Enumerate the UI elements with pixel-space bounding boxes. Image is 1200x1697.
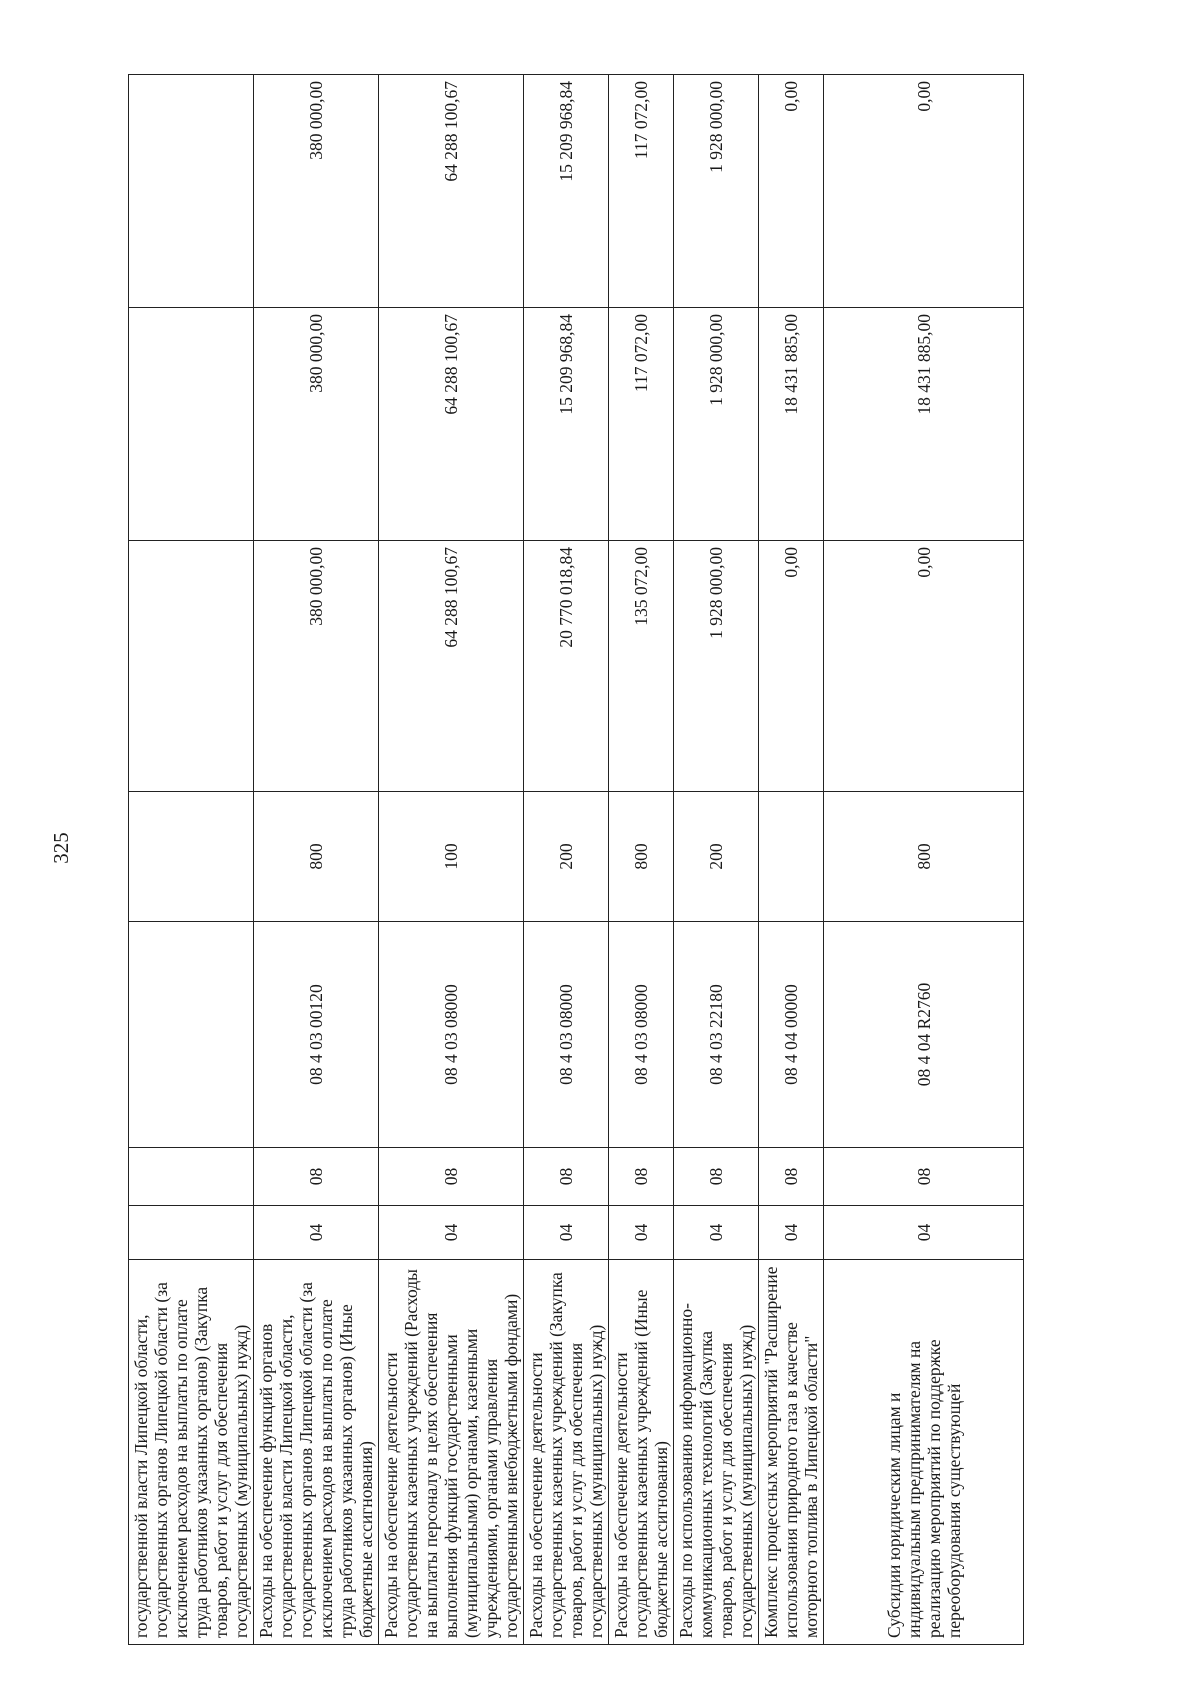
amount-year-2 [129, 308, 254, 541]
budget-table [128, 74, 1024, 1645]
target-article-code [129, 922, 254, 1148]
target-article-code: 08 4 03 22180 [674, 922, 759, 1148]
row-name: Расходы на обеспечение деятельности государственных казенных учреждений (Иные бюджетные ассигнования) [609, 1260, 674, 1645]
expense-type-code: 200 [524, 792, 609, 922]
amount-year-2: 380 000,00 [254, 308, 379, 541]
amount-year-2: 18 431 885,00 [824, 308, 1024, 541]
amount-year-2: 117 072,00 [609, 308, 674, 541]
table-row [674, 75, 759, 1645]
budget-table-rotated [128, 75, 988, 1645]
amount-year-3 [129, 75, 254, 308]
target-article-code: 08 4 03 08000 [379, 922, 524, 1148]
section-code: 04 [674, 1206, 759, 1260]
amount-year-1: 1 928 000,00 [674, 541, 759, 792]
subsection-code: 08 [379, 1148, 524, 1206]
amount-year-1: 64 288 100,67 [379, 541, 524, 792]
amount-year-1: 0,00 [824, 541, 1024, 792]
subsection-code [129, 1148, 254, 1206]
table-body [129, 75, 1024, 1645]
table-row [759, 75, 824, 1645]
amount-year-2: 18 431 885,00 [759, 308, 824, 541]
table-row [609, 75, 674, 1645]
subsection-code: 08 [759, 1148, 824, 1206]
amount-year-1: 0,00 [759, 541, 824, 792]
expense-type-code: 100 [379, 792, 524, 922]
subsection-code: 08 [609, 1148, 674, 1206]
target-article-code: 08 4 03 08000 [609, 922, 674, 1148]
target-article-code: 08 4 04 00000 [759, 922, 824, 1148]
target-article-code: 08 4 03 00120 [254, 922, 379, 1148]
table-row [379, 75, 524, 1645]
expense-type-code [759, 792, 824, 922]
row-name: Расходы на обеспечение деятельности государственных казенных учреждений (Закупка товаров, работ и услуг для обеспечения государственных (муниципальных) нужд) [524, 1260, 609, 1645]
table-row [824, 75, 1024, 1645]
section-code: 04 [824, 1206, 1024, 1260]
amount-year-3: 1 928 000,00 [674, 75, 759, 308]
amount-year-1: 380 000,00 [254, 541, 379, 792]
row-name: Расходы на обеспечение деятельности государственных казенных учреждений (Расходы на выплаты персоналу в целях обеспечения выполнения функций государственными (муниципальными) органами, казенными учреждениями, органами управления государственными внебюджетными фондами) [379, 1260, 524, 1645]
amount-year-1: 135 072,00 [609, 541, 674, 792]
expense-type-code: 800 [609, 792, 674, 922]
page-number: 325 [49, 832, 73, 864]
amount-year-3: 15 209 968,84 [524, 75, 609, 308]
amount-year-2: 64 288 100,67 [379, 308, 524, 541]
subsection-code: 08 [254, 1148, 379, 1206]
amount-year-3: 117 072,00 [609, 75, 674, 308]
expense-type-code [129, 792, 254, 922]
target-article-code: 08 4 03 08000 [524, 922, 609, 1148]
amount-year-1 [129, 541, 254, 792]
amount-year-2: 1 928 000,00 [674, 308, 759, 541]
table-row [129, 75, 254, 1645]
section-code: 04 [609, 1206, 674, 1260]
section-code: 04 [379, 1206, 524, 1260]
subsection-code: 08 [674, 1148, 759, 1206]
table-row [254, 75, 379, 1645]
table-row [524, 75, 609, 1645]
expense-type-code: 200 [674, 792, 759, 922]
row-name: Расходы на обеспечение функций органов государственной власти Липецкой области, государственных органов Липецкой области (за исключением расходов на выплаты по оплате труда работников указанных органов) (Иные бюджетные ассигнования) [254, 1260, 379, 1645]
row-name: Комплекс процессных мероприятий "Расширение использования природного газа в качестве моторного топлива в Липецкой области" [759, 1260, 824, 1645]
subsection-code: 08 [824, 1148, 1024, 1206]
amount-year-2: 15 209 968,84 [524, 308, 609, 541]
amount-year-3: 0,00 [824, 75, 1024, 308]
row-name: Расходы по использованию информационно-коммуникационных технологий (Закупка товаров, работ и услуг для обеспечения государственных (муниципальных) нужд) [674, 1260, 759, 1645]
row-name: государственной власти Липецкой области, государственных органов Липецкой области (за исключением расходов на выплаты по оплате труда работников указанных органов) (Закупка товаров, работ и услуг для обеспечения государственных (муниципальных) нужд) [129, 1260, 254, 1645]
subsection-code: 08 [524, 1148, 609, 1206]
section-code: 04 [524, 1206, 609, 1260]
amount-year-3: 380 000,00 [254, 75, 379, 308]
target-article-code: 08 4 04 R2760 [824, 922, 1024, 1148]
expense-type-code: 800 [254, 792, 379, 922]
section-code: 04 [254, 1206, 379, 1260]
amount-year-3: 0,00 [759, 75, 824, 308]
section-code: 04 [759, 1206, 824, 1260]
section-code [129, 1206, 254, 1260]
expense-type-code: 800 [824, 792, 1024, 922]
amount-year-1: 20 770 018,84 [524, 541, 609, 792]
amount-year-3: 64 288 100,67 [379, 75, 524, 308]
row-name: Субсидии юридическим лицам и индивидуальным предпринимателям на реализацию мероприятий по поддержке переоборудования существующей [824, 1260, 1024, 1645]
